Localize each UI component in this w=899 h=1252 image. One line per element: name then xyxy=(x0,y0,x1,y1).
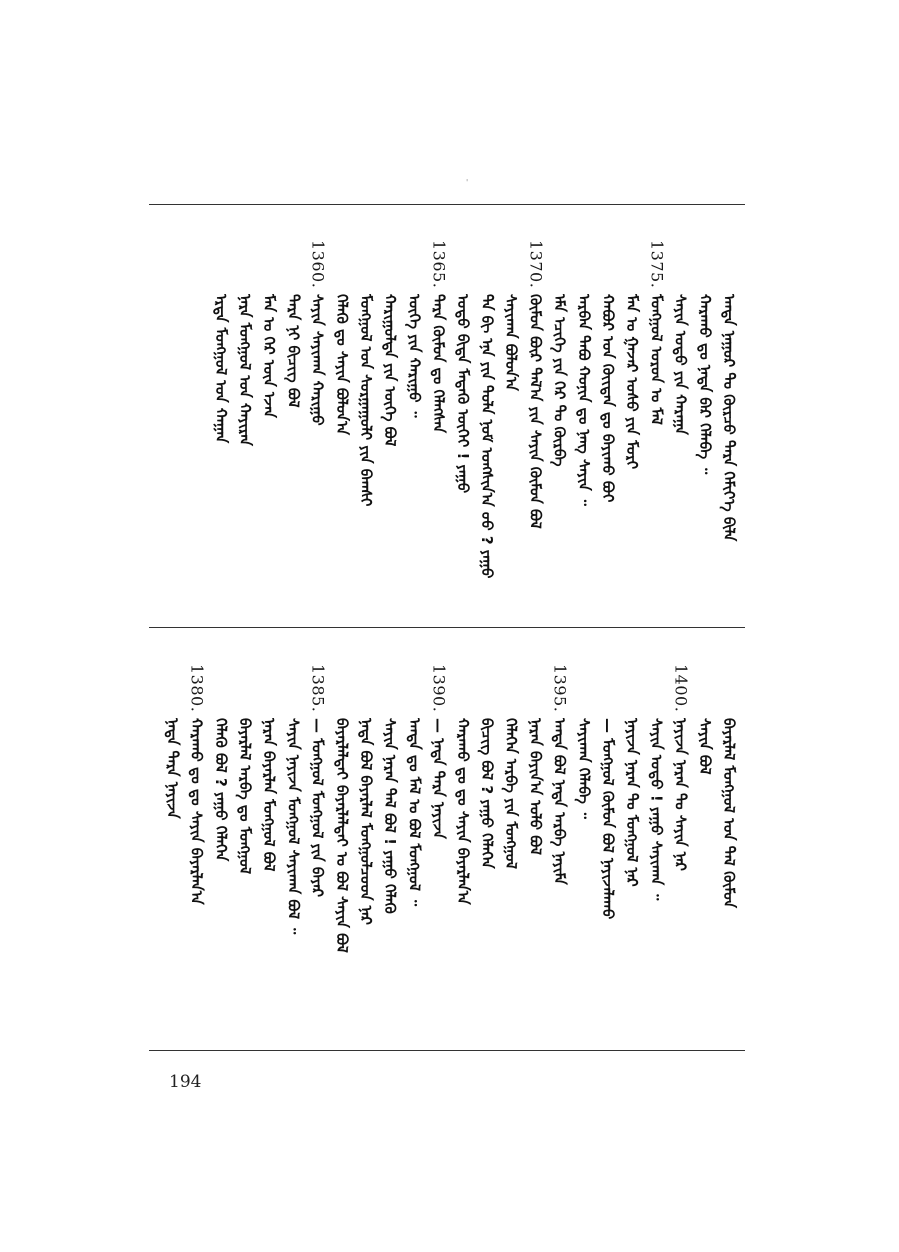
verse-line xyxy=(645,664,667,1034)
verse-text: ᠰᠠᠶᠢᠨ ᠨᠠᠶᠢᠵᠠ ᠮᠣᠩᠭᠣᠯ ᠰᠠᠶᠢᠬᠠᠨ ᠪᠣᠯ ᠃ xyxy=(284,718,303,935)
verse-line xyxy=(428,664,450,1034)
verse-line xyxy=(476,240,498,610)
verse-line xyxy=(258,240,280,610)
verse-text: ᠬᠡᠯᠡᠭᠡᠨ ᠠᠷᠪᠠ ᠶᠢᠨ ᠮᠣᠩᠭᠣᠯ xyxy=(502,718,521,869)
verse-line xyxy=(549,240,571,610)
verse-line xyxy=(621,240,643,610)
verse-line xyxy=(621,664,643,1034)
verse-text: ᠰᠠᠶᠢᠨ ᠤᠳᠤ ᠶᠢᠨ ᠬᠠᠷᠠᠭᠠ xyxy=(671,294,690,435)
upper-verse-block xyxy=(150,240,746,610)
verse-line xyxy=(670,664,692,1034)
verse-line xyxy=(428,240,450,610)
verse-text: ᠪᠠᠶᠠᠷᠯᠠᠯᠲᠠᠢ ᠪᠠᠶᠠᠷᠯᠠᠯᠲᠠᠢ ᠤ ᠪᠣᠯ ᠰᠠᠶᠢᠨ ᠪᠣᠯ xyxy=(332,718,351,953)
verse-text: ᠠᠨᠳᠠ ᠪᠣᠯ ᠨᠠᠳᠠ ᠠᠷᠪᠠ ᠨᠠᠶᠢᠮᠠ xyxy=(550,718,569,885)
verse-line xyxy=(403,664,425,1034)
verse-text: ᠠᠷᠪᠠᠨ ᠲᠠᠪᠤ ᠬᠣᠨᠢᠨ ᠳᠤ ᠨᠡᠩ ᠰᠠᠶᠢᠨ ᠃ xyxy=(574,294,593,506)
verse-line xyxy=(307,664,329,1034)
verse-text: ᠡᠷᠲᠡ ᠮᠣᠩᠭᠣᠯ ᠤᠨ ᠬᠠᠭᠠᠨ xyxy=(211,294,230,444)
verse-line xyxy=(549,664,571,1034)
verse-line xyxy=(573,664,595,1034)
verse-text: ᠨᠠᠳᠠ ᠪᠣᠯ ᠪᠠᠶᠠᠷᠯᠠᠯ ᠮᠣᠩᠭᠣᠯᠴᠤᠳ ᠨᠠᠷ xyxy=(357,718,375,925)
verse-text: ᠮᠠᠨ ᠤ ᠭᠠᠵᠠᠷ ᠤᠰᠤ ᠶᠢᠨ ᠮᠣᠷᠢ xyxy=(623,294,642,470)
verse-text: ᠮᠣᠩᠭᠣᠯ ᠣᠷᠣᠨ ᠤ ᠮᠠᠯ xyxy=(647,294,666,425)
line-number: 1385. xyxy=(308,664,328,713)
verse-line xyxy=(234,240,256,610)
verse-line xyxy=(573,240,595,610)
verse-line xyxy=(331,240,353,610)
verse-line xyxy=(694,664,716,1034)
verse-text: ᠪᠢᠴᠢᠭ ᠪᠣᠯ ? ᠶᠠᠭᠤ ᠬᠡᠯᠡᠭᠡᠨ xyxy=(478,718,496,869)
verse-line xyxy=(379,664,401,1034)
middle-rule xyxy=(149,627,745,628)
verse-text: ᠲᠠ ᠪᠢ ᠡᠨᠡ ᠶᠢᠨ ᠲᠤᠯᠠ ᠨᠣᠮ ᠤᠩᠰᠢᠨ᠎ᠠ ᠤᠤ ? ᠶᠠᠭᠤ xyxy=(478,294,496,579)
verse-text: ᠰᠠᠶᠢᠨ ᠰᠠᠶᠢᠬᠠᠨ ᠬᠠᠷᠢᠭᠤ xyxy=(308,294,327,426)
verse-text: ᠪᠠᠶᠠᠷᠯᠠᠯ ᠮᠣᠩᠭᠣᠯ ᠤᠨ ᠲᠠᠯ ᠬᠦᠮᠦᠨ xyxy=(720,718,738,909)
verse-text: — ᠮᠣᠩᠭᠣᠯ ᠮᠣᠩᠭᠣᠯ ᠶᠢᠨ ᠪᠠᠶᠠᠷ xyxy=(308,718,327,898)
verse-line xyxy=(500,664,522,1034)
line-number: 1360. xyxy=(308,240,328,289)
verse-text: ᠮᠠᠨ ᠤ ᠭᠡᠷ ᠦᠨ ᠡᠵᠡᠨ xyxy=(260,294,279,418)
verse-line xyxy=(597,664,619,1034)
verse-line xyxy=(452,240,474,610)
verse-text: ᠨᠠᠶᠢᠵᠠ ᠨᠠᠷᠠᠨ ᠲᠤ ᠮᠣᠩᠭᠣᠯ ᠨᠠᠷ xyxy=(623,718,642,887)
verse-text: ᠬᠠᠪᠤᠷ ᠤᠨ ᠬᠦᠢᠲᠡᠨ ᠳᠤ ᠪᠠᠶᠢᠬᠤ ᠪᠤᠢ xyxy=(599,294,617,503)
verse-text: ᠰᠠᠶᠢᠨ ᠤᠳᠤ ! ᠶᠠᠭᠤ ᠰᠠᠶᠢᠬᠠᠨ ᠃ xyxy=(647,718,666,901)
verse-line xyxy=(282,240,304,610)
verse-text: ᠨᠠᠳᠠ ᠲᠡᠷᠡ ᠨᠠᠶᠢᠵᠠ xyxy=(163,718,182,819)
verse-line xyxy=(500,240,522,610)
line-number: 1395. xyxy=(550,664,570,713)
line-number: 1375. xyxy=(647,240,667,289)
verse-line xyxy=(379,240,401,610)
lower-verse-block xyxy=(150,664,746,1034)
verse-text: ᠬᠠᠷᠠᠬᠤ ᠳᠤ ᠳᠤ ᠰᠠᠶᠢᠨ ᠪᠠᠶᠠᠷᠯᠠᠨ᠎ᠠ xyxy=(453,718,472,905)
verse-text: ᠡᠮᠡ ᠡᠴᠢᠭᠡ ᠶᠢᠨ ᠭᠡᠷ ᠲᠤ ᠬᠦᠷᠪᠡ xyxy=(550,294,569,467)
verse-text: ᠬᠠᠷᠢᠭᠤᠯᠲᠠ ᠶᠢᠨ ᠦᠭᠡ ᠪᠣᠯ xyxy=(381,294,400,447)
verse-line xyxy=(670,240,692,610)
verse-text: — ᠮᠣᠩᠭᠣᠯ ᠬᠦᠮᠦᠨ ᠪᠣᠯ ᠨᠠᠶᠢᠵᠠᠯᠠᠬᠤ xyxy=(599,718,617,920)
line-number: 1365. xyxy=(429,240,449,289)
verse-line xyxy=(476,664,498,1034)
verse-text: ᠨᠠᠷᠠᠨ ᠪᠠᠶᠠᠷᠯᠠᠨ ᠮᠣᠩᠭᠣᠯ ᠪᠣᠯ xyxy=(260,718,279,872)
verse-line xyxy=(403,240,425,610)
verse-text: ᠲᠡᠷᠡ ᠬᠦᠮᠦᠨ ᠳᠤ ᠬᠡᠯᠡᠭᠰᠡᠨ xyxy=(429,294,448,434)
verse-text: ᠨᠠᠷᠠᠨ ᠪᠠᠶᠢᠨ᠎ᠠ ᠤᠯᠤ ᠪᠣᠯ xyxy=(526,718,545,855)
verse-line xyxy=(452,664,474,1034)
verse-text: ᠨᠠᠶᠢᠵᠠ ᠨᠠᠷᠠᠨ ᠲᠤ ᠰᠠᠶᠢᠨ ᠨᠠᠷ xyxy=(671,718,690,871)
verse-line xyxy=(355,664,377,1034)
verse-text: ᠣᠳᠣ ᠪᠢᠳᠡ ᠮᠠᠳᠡᠬᠦ ᠦᠭᠡᠢ ! ᠶᠠᠭᠤ xyxy=(453,294,472,494)
verse-line xyxy=(718,664,740,1034)
verse-text: ᠬᠠᠷᠠᠬᠤ ᠳᠤ ᠨᠠᠳᠠ ᠪᠠᠷ ᠬᠡᠯᠡᠪᠡ ᠃ xyxy=(695,294,714,475)
top-rule xyxy=(149,204,745,205)
verse-text: ᠮᠣᠩᠭᠣᠯ ᠤᠨ ᠰᠤᠷᠭᠠᠭᠤᠯᠢ ᠶᠢᠨ ᠪᠠᠭᠰᠢ xyxy=(357,294,375,507)
verse-text: ᠰᠠᠶᠢᠨ ᠪᠣᠯ xyxy=(695,718,714,775)
verse-text: ᠬᠦᠮᠦᠨ ᠪᠦᠷ ᠲᠠᠯ᠎ᠠ ᠶᠢᠨ ᠰᠠᠶᠢᠨ ᠬᠦᠮᠦᠨ ᠪᠣᠯ xyxy=(526,294,545,529)
verse-text: ᠬᠡᠯᠡᠬᠦ ᠪᠣᠯ ? ᠶᠠᠭᠤ ᠬᠡᠯᠡᠭᠡᠨ xyxy=(211,718,230,862)
verse-line xyxy=(210,240,232,610)
verse-line xyxy=(694,240,716,610)
verse-text: ᠦᠭᠡ ᠶᠢᠨ ᠬᠠᠷᠢᠭᠤ ᠃ xyxy=(405,294,424,418)
verse-line xyxy=(307,240,329,610)
verse-line xyxy=(597,240,619,610)
verse-text: ᠰᠠᠶᠢᠬᠠᠨ ᠬᠡᠯᠡᠪᠡ ᠃ xyxy=(574,718,593,819)
verse-line xyxy=(645,240,667,610)
verse-line xyxy=(524,240,546,610)
verse-line xyxy=(355,240,377,610)
page-number: 194 xyxy=(169,1072,202,1092)
verse-text: ᠰᠠᠶᠢᠬᠠᠨ ᠪᠣᠯᠤᠨ᠎ᠠ xyxy=(502,294,521,391)
verse-text: ᠪᠠᠶᠠᠷᠯᠠᠯ ᠠᠷᠪᠠ ᠳᠤ ᠮᠣᠩᠭᠣᠯ xyxy=(236,718,254,875)
verse-line xyxy=(161,664,183,1034)
verse-line xyxy=(234,664,256,1034)
verse-text: ᠨᠠᠷᠠ ᠮᠣᠩᠭᠣᠯ ᠤᠨ ᠬᠠᠶᠢᠷᠠᠨ xyxy=(236,294,254,446)
verse-line xyxy=(718,240,740,610)
verse-line xyxy=(331,664,353,1034)
verse-text: ᠬᠡᠯᠡᠬᠦ ᠳᠤ ᠰᠠᠶᠢᠨ ᠪᠣᠯᠤᠨ᠎ᠠ xyxy=(332,294,351,436)
bottom-rule xyxy=(149,1050,745,1051)
verse-text: ᠰᠠᠶᠢᠨ ᠨᠠᠷᠠᠨ ᠲᠠᠯ ᠪᠣᠯ ! ᠶᠠᠭᠤ ᠬᠡᠯᠡᠬᠦ xyxy=(381,718,400,914)
line-number: 1400. xyxy=(671,664,691,713)
verse-text: ᠠᠨᠳᠠ ᠳᠤ ᠮᠠᠯ ᠤ ᠪᠣᠯ ᠮᠣᠩᠭᠣᠯ ᠃ xyxy=(405,718,424,907)
line-number: 1390. xyxy=(429,664,449,713)
line-number: 1370. xyxy=(526,240,546,289)
verse-line xyxy=(186,664,208,1034)
stray-mark: ' xyxy=(466,178,469,187)
verse-text: — ᠨᠠᠳᠠ ᠲᠡᠷᠡ ᠨᠠᠶᠢᠵᠠ xyxy=(429,718,448,839)
verse-text: ᠠᠨᠳᠠ ᠨᠠᠭᠤᠷ ᠲᠤ ᠬᠦᠷᠴᠦ ᠲᠡᠷᠡ ᠬᠡᠮᠢᠶ᠎ᠡ ᠪᠢᠯᠡ xyxy=(720,294,738,542)
verse-line xyxy=(210,664,232,1034)
verse-text: ᠲᠡᠷᠡ ᠨᠢ ᠪᠢᠴᠢᠭ ᠪᠣᠯ xyxy=(284,294,303,408)
verse-text: ᠬᠠᠷᠠᠬᠤ ᠳᠤ ᠳᠤ ᠰᠠᠶᠢᠨ ᠪᠠᠶᠠᠷᠯᠠᠨ᠎ᠠ xyxy=(187,718,206,905)
line-number: 1380. xyxy=(187,664,207,713)
verse-line xyxy=(258,664,280,1034)
verse-line xyxy=(524,664,546,1034)
verse-line xyxy=(282,664,304,1034)
